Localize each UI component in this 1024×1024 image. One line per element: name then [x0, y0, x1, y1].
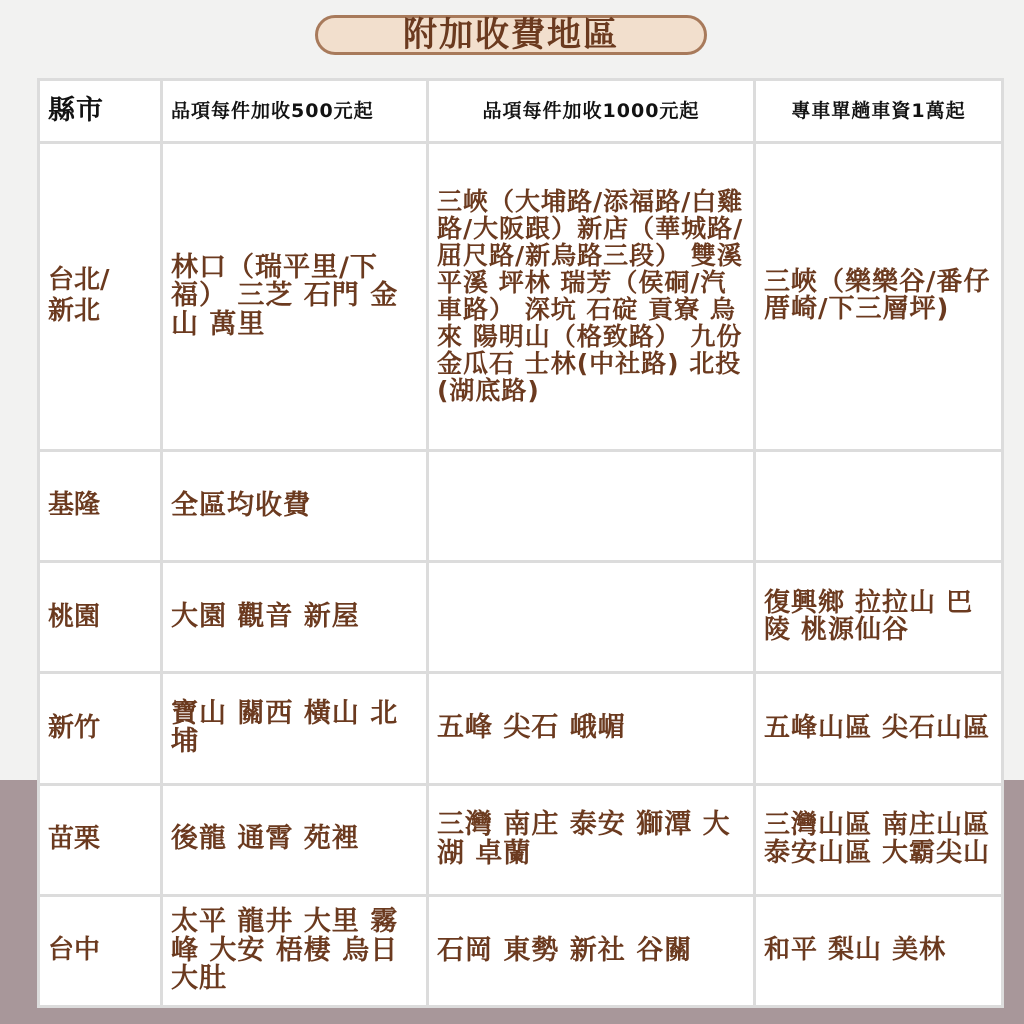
table-row — [40, 452, 1001, 560]
surcharge-1000-cell — [429, 563, 753, 671]
table-row — [40, 897, 1001, 1005]
table-row — [40, 786, 1001, 894]
surcharge-500-cell: 林口（瑞平里/下福） 三芝 石門 金山 萬里 — [163, 144, 426, 449]
special-vehicle-cell: 和平 梨山 美林 — [756, 897, 1001, 1005]
surcharge-500-cell: 太平 龍井 大里 霧峰 大安 梧棲 烏日 大肚 — [163, 897, 426, 1005]
surcharge-1000-cell: 三灣 南庄 泰安 獅潭 大湖 卓蘭 — [429, 786, 753, 894]
surcharge-500-cell: 後龍 通霄 苑裡 — [163, 786, 426, 894]
special-vehicle-cell: 五峰山區 尖石山區 — [756, 674, 1001, 782]
header-cell-500: 品項每件加收500元起 — [163, 81, 426, 141]
special-vehicle-cell: 復興鄉 拉拉山 巴陵 桃源仙谷 — [756, 563, 1001, 671]
special-vehicle-cell — [756, 452, 1001, 560]
city-cell: 台北/ 新北 — [40, 144, 160, 449]
table-row — [40, 144, 1001, 449]
surcharge-1000-cell — [429, 452, 753, 560]
surcharge-500-cell: 全區均收費 — [163, 452, 426, 560]
header-cell-1000: 品項每件加收1000元起 — [429, 81, 753, 141]
surcharge-500-cell: 大園 觀音 新屋 — [163, 563, 426, 671]
city-cell: 新竹 — [40, 674, 160, 782]
table-row — [40, 563, 1001, 671]
header-cell-city: 縣市 — [40, 81, 160, 141]
header-row — [40, 81, 1001, 141]
surcharge-1000-cell: 五峰 尖石 峨嵋 — [429, 674, 753, 782]
surcharge-1000-cell: 三峽（大埔路/添福路/白雞路/大阪跟）新店（華城路/屈尺路/新烏路三段） 雙溪 平溪 坪林 瑞芳（侯硐/汽車路） 深坑 石碇 貢寮 烏來 陽明山（格致路） 九份 金瓜石 士林(中社路) 北投(湖底路) — [429, 144, 753, 449]
surcharge-500-cell: 寶山 關西 橫山 北埔 — [163, 674, 426, 782]
special-vehicle-cell: 三灣山區 南庄山區 泰安山區 大霸尖山 — [756, 786, 1001, 894]
header-cell-special: 專車單趟車資1萬起 — [756, 81, 1001, 141]
special-vehicle-cell: 三峽（樂樂谷/番仔厝崎/下三層坪) — [756, 144, 1001, 449]
surcharge-1000-cell: 石岡 東勢 新社 谷關 — [429, 897, 753, 1005]
city-cell: 桃園 — [40, 563, 160, 671]
table-row — [40, 674, 1001, 782]
city-cell: 苗栗 — [40, 786, 160, 894]
title-banner — [315, 15, 707, 55]
city-cell: 基隆 — [40, 452, 160, 560]
surcharge-table — [37, 78, 1004, 1008]
city-cell: 台中 — [40, 897, 160, 1005]
page-title: 附加收費地區 — [403, 15, 619, 55]
